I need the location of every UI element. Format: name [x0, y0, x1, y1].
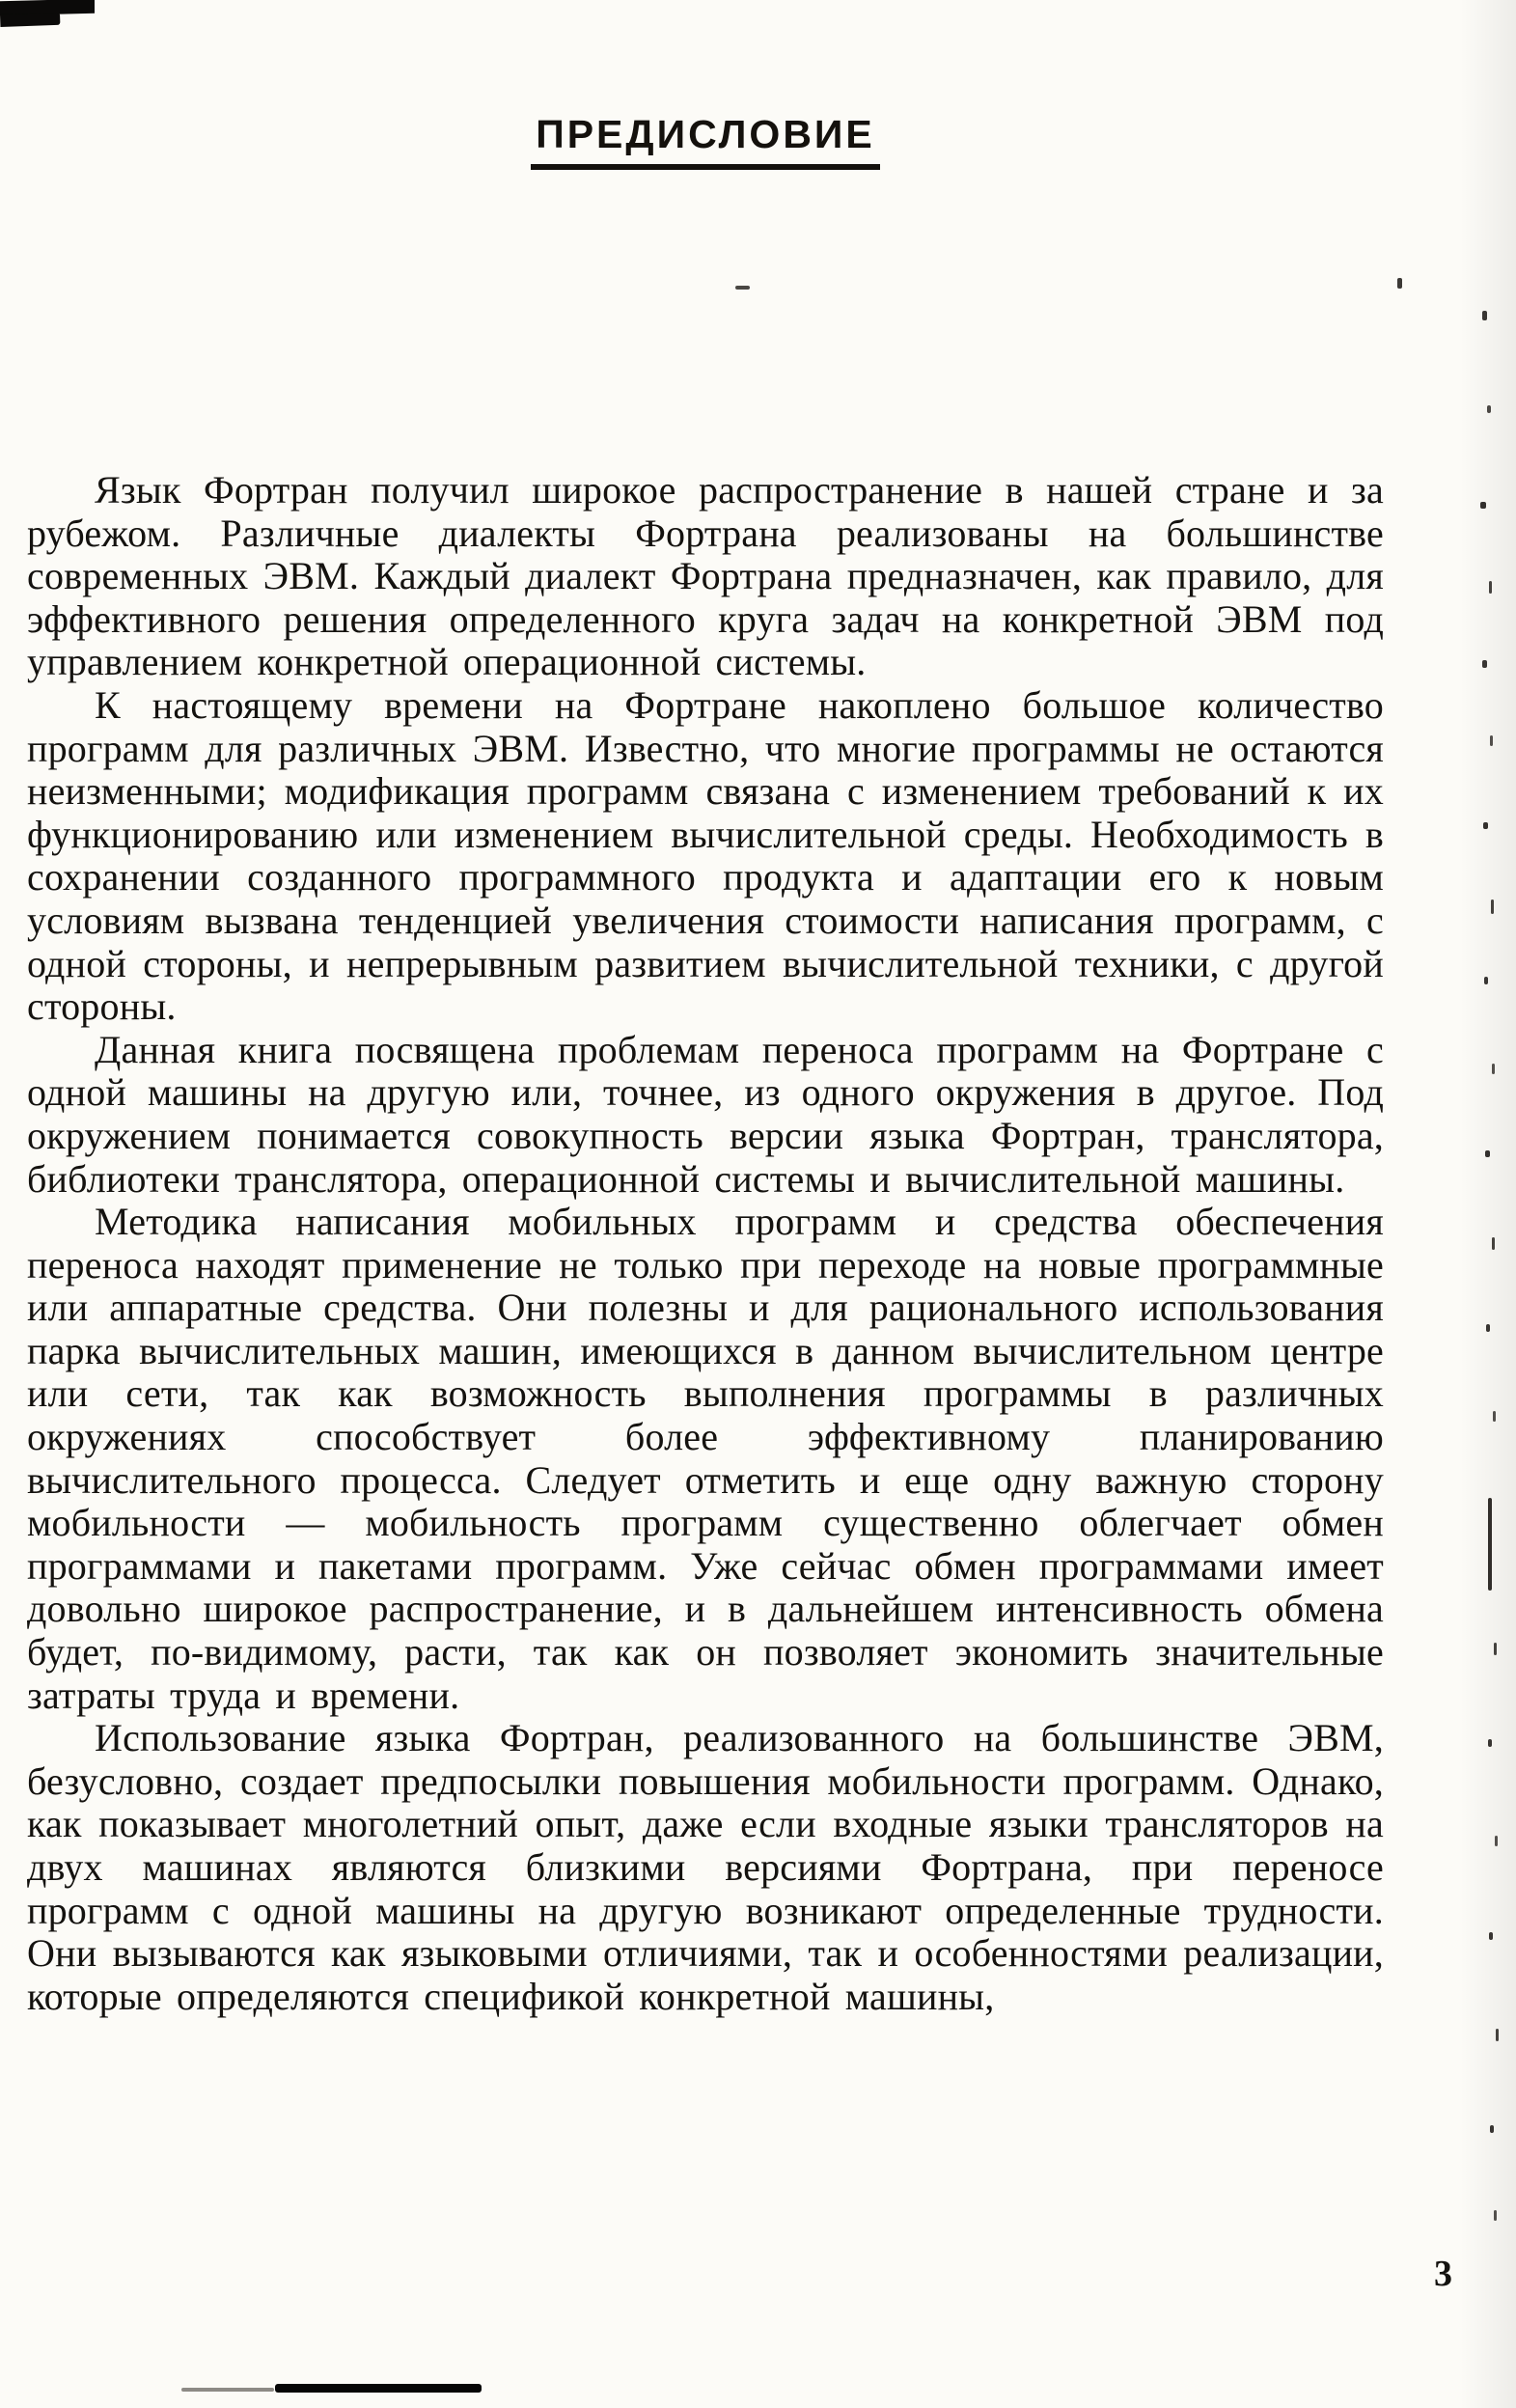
- paragraph-2: К настоящему времени на Фортране накоплено большое количество программ для различных ЭВМ. Известно, что многие программы не остаются неизменными; модификация программ связана с изменением требований к их функционированию или изменением вычислительной среды. Необходимость в сохранении созданного программного продукта и адаптации его к новым условиям вызвана тенденцией увеличения стоимости написания программ, с одной стороны, и непрерывным развитием вычислительной техники, с другой стороны.: [27, 682, 1384, 1029]
- page-title: ПРЕДИСЛОВИЕ: [531, 112, 880, 170]
- scan-mark-stray-2: [1397, 278, 1402, 289]
- scan-mark-edge: [1492, 1237, 1495, 1250]
- paragraph-1: Язык Фортран получил широкое распространение в нашей стране и за рубежом. Различные диалекты Фортрана реализованы на большинстве современных ЭВМ. Каждый диалект Фортрана предназначен, как правило, для эффективного решения определенного круга задач на конкретной ЭВМ под управлением конкретной операционной системы.: [27, 468, 1384, 684]
- scan-mark-stray: [735, 286, 750, 290]
- scan-mark-edge: [1489, 581, 1492, 594]
- scan-mark-edge: [1490, 735, 1493, 746]
- scan-mark-top-left-2: [0, 13, 60, 27]
- scan-mark-edge: [1494, 1643, 1497, 1655]
- scan-mark-edge: [1496, 2029, 1499, 2041]
- scan-mark-edge: [1494, 2210, 1497, 2221]
- scan-mark-edge: [1482, 660, 1487, 668]
- scan-mark-edge: [1483, 822, 1488, 829]
- paragraph-5: Использование языка Фортран, реализованного на большинстве ЭВМ, безусловно, создает предпосылки повышения мобильности программ. Однако, как показывает многолетний опыт, даже если входные языки трансляторов на двух машинах являются близкими версиями Фортрана, при переносе программ с одной машины на другую возникают определенные трудности. Они вызываются как языковыми отличиями, так и особенностями реализации, которые определяются спецификой конкретной машины,: [27, 1716, 1384, 2018]
- scan-mark-edge: [1495, 1836, 1498, 1846]
- scan-mark-edge: [1488, 1739, 1492, 1747]
- scan-mark-bottom-bar: [275, 2384, 482, 2393]
- paragraph-3: Данная книга посвящена проблемам переноса программ на Фортране с одной машины на другую или, точнее, из одного окружения в другое. Под окружением понимается совокупность версии языка Фортран, транслятора, библиотеки транслятора, операционной системы и вычислительной машины.: [27, 1027, 1384, 1201]
- scan-mark-edge: [1482, 311, 1487, 320]
- scan-mark-edge: [1480, 502, 1486, 509]
- preface-text: [27, 469, 1384, 2018]
- scan-mark-edge: [1491, 900, 1494, 914]
- scan-mark-edge: [1493, 1411, 1496, 1422]
- scan-mark-edge-line: [1488, 1498, 1492, 1591]
- scan-mark-edge: [1486, 1324, 1490, 1332]
- paragraph-4: Методика написания мобильных программ и средства обеспечения переноса находят применение не только при переходе на новые программные или аппаратные средства. Они полезны и для рационального использования парка вычислительных машин, имеющихся в данном вычислительном центре или сети, так как возможность выполнения программы в различных окружениях способствует более эффективному планированию вычислительного процесса. Следует отметить и еще одну важную сторону мобильности — мобильность программ существенно облегчает обмен программами и пакетами программ. Уже сейчас обмен программами имеет довольно широкое распространение, и в дальнейшем интенсивность обмена будет, по-видимому, расти, так как он позволяет экономить значительные затраты труда и времени.: [27, 1200, 1384, 1717]
- page-number: 3: [1434, 2254, 1452, 2294]
- scan-mark-edge: [1489, 1932, 1493, 1940]
- scan-mark-edge: [1490, 2125, 1494, 2133]
- heading-row: [29, 112, 1382, 170]
- scan-mark-edge: [1487, 405, 1491, 413]
- scan-mark-edge: [1484, 977, 1488, 984]
- scan-mark-bottom-tail: [181, 2388, 274, 2392]
- scan-mark-edge: [1492, 1064, 1495, 1074]
- scan-mark-edge: [1485, 1150, 1490, 1157]
